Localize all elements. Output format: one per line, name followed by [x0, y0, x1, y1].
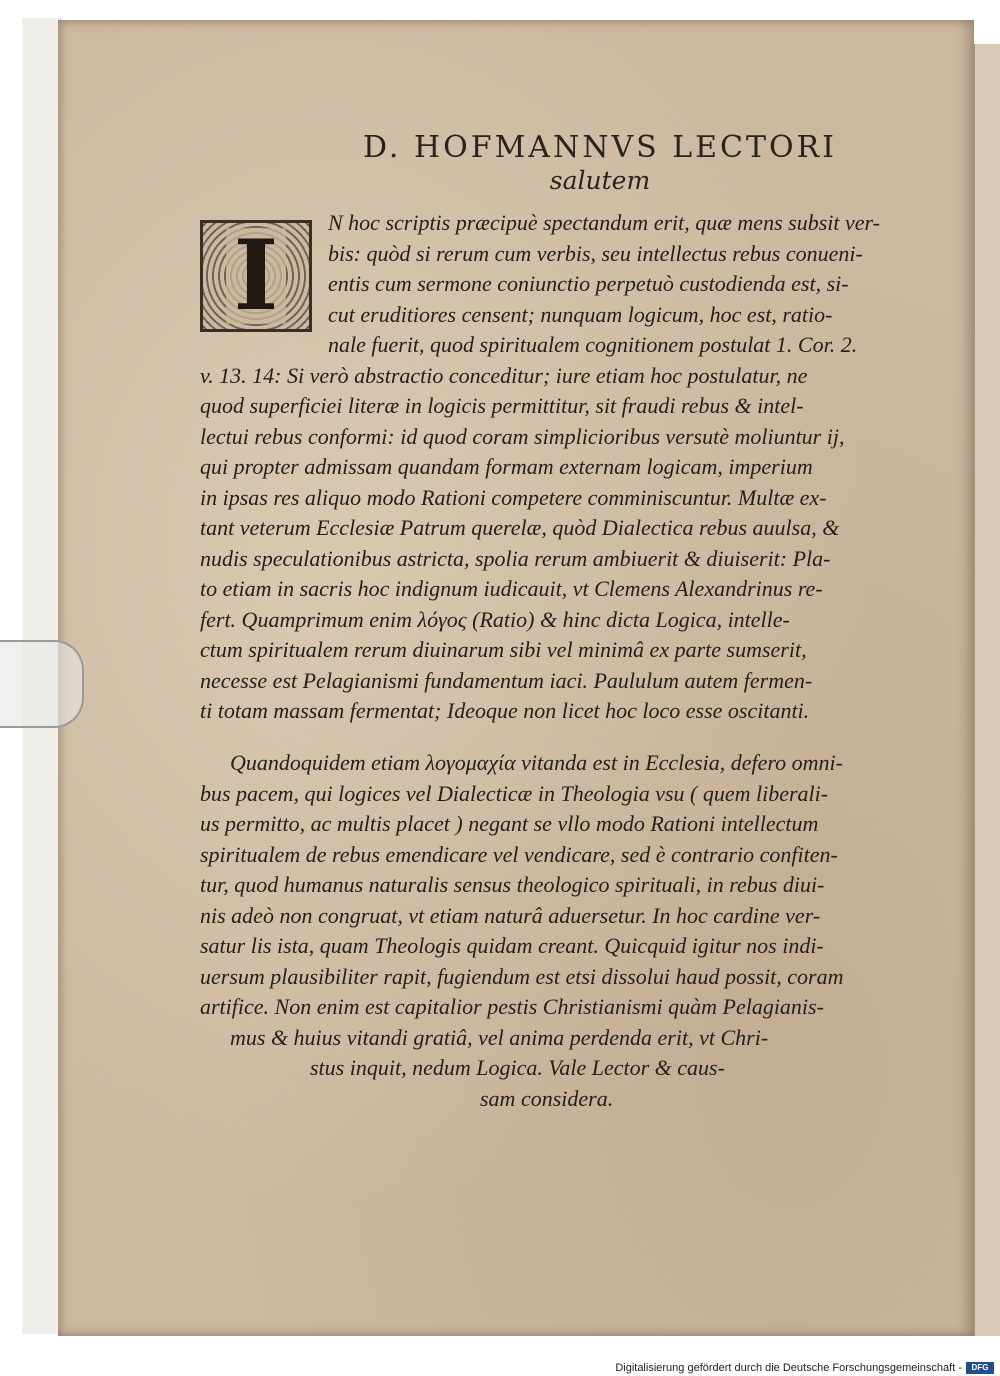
text-line: mus & huius vitandi gratiâ, vel anima perdenda erit, vt Chri- — [230, 1024, 769, 1050]
footer-bar — [0, 1360, 1000, 1376]
text-line: bus pacem, qui logices vel Dialecticæ in Theologia vsu ( quem liberali- — [200, 780, 829, 806]
page-clip — [0, 640, 84, 728]
text-line: artifice. Non enim est capitalior pestis Christianismi quàm Pelagianis- — [200, 994, 824, 1019]
text-line: tur, quod humanus naturalis sensus theologico spirituali, in rebus diui- — [200, 872, 825, 897]
text-line: bis: quòd si rerum cum verbis, seu intellectus rebus conueni- — [328, 240, 863, 266]
footer-credit: Digitalisierung gefördert durch die Deutsche Forschungsgemeinschaft - — [615, 1362, 962, 1374]
text-line: satur lis ista, quam Theologis quidam creant. Quicquid igitur nos indi- — [200, 933, 824, 958]
paragraph-2 — [200, 748, 940, 1114]
text-line: tant veterum Ecclesiæ Patrum querelæ, quòd Dialectica rebus auulsa, & — [200, 515, 840, 540]
text-line: qui propter admissam quandam formam externam logicam, imperium — [200, 454, 813, 479]
text-line: to etiam in sacris hoc indignum iudicauit, vt Clemens Alexandrinus re- — [200, 576, 823, 601]
text-line: spiritualem de rebus emendicare vel vendicare, sed è contrario confiten- — [200, 841, 838, 867]
text-line: sam considera. — [480, 1085, 614, 1111]
text-line: ctum spiritualem rerum diuinarum sibi vel minimâ ex parte sumserit, — [200, 637, 807, 662]
page-stack-edge — [974, 44, 1000, 1336]
text-line: stus inquit, nedum Logica. Vale Lector & caus- — [310, 1055, 725, 1080]
text-line: uersum plausibiliter rapit, fugiendum est etsi dissolui haud possit, coram — [200, 963, 844, 989]
dfg-logo-icon[interactable]: DFG — [966, 1362, 994, 1374]
text-line: in ipsas res aliquo modo Rationi competere comminiscuntur. Multæ ex- — [200, 484, 827, 510]
text-line: Quandoquidem etiam λογομαχία vitanda est in Ecclesia, defero omni- — [230, 750, 843, 775]
text-line: entis cum sermone coniunctio perpetuò custodienda est, si- — [328, 271, 849, 296]
text-line: necesse est Pelagianismi fundamentum iaci. Paululum autem fermen- — [200, 667, 813, 693]
initial-letter: I — [226, 228, 287, 324]
text-line: us permitto, ac multis placet ) negant se vllo modo Rationi intellectum — [200, 811, 819, 836]
paragraph-1 — [200, 208, 940, 727]
page-heading: D. HOFMANNVS LECTORI — [362, 130, 838, 165]
text-line: quod superficiei literæ in logicis permittitur, sit fraudi rebus & intel- — [200, 393, 804, 418]
page-subheading: salutem — [549, 166, 651, 195]
text-line: nis adeò non congruat, vt etiam naturâ aduersetur. In hoc cardine ver- — [200, 902, 821, 928]
text-line: N hoc scriptis præcipuè spectandum erit, quæ mens subsit ver- — [328, 210, 880, 235]
text-line: nale fuerit, quod spiritualem cognitionem postulat 1. Cor. 2. — [328, 332, 858, 357]
text-line: ti totam massam fermentat; Ideoque non licet hoc loco esse oscitanti. — [200, 698, 810, 723]
text-line: nudis speculationibus astricta, spolia rerum ambiuerit & diuiserit: Pla- — [200, 545, 831, 571]
text-line: lectui rebus conformi: id quod coram simplicioribus versutè moliuntur ij, — [200, 423, 845, 449]
scan-top-margin — [60, 0, 1000, 20]
text-line: fert. Quamprimum enim λόγος (Ratio) & hinc dicta Logica, intelle- — [200, 606, 790, 632]
text-line: v. 13. 14: Si verò abstractio conceditur; iure etiam hoc postulatur, ne — [200, 362, 808, 388]
text-line: cut eruditiores censent; nunquam logicum, hoc est, ratio- — [328, 301, 833, 327]
